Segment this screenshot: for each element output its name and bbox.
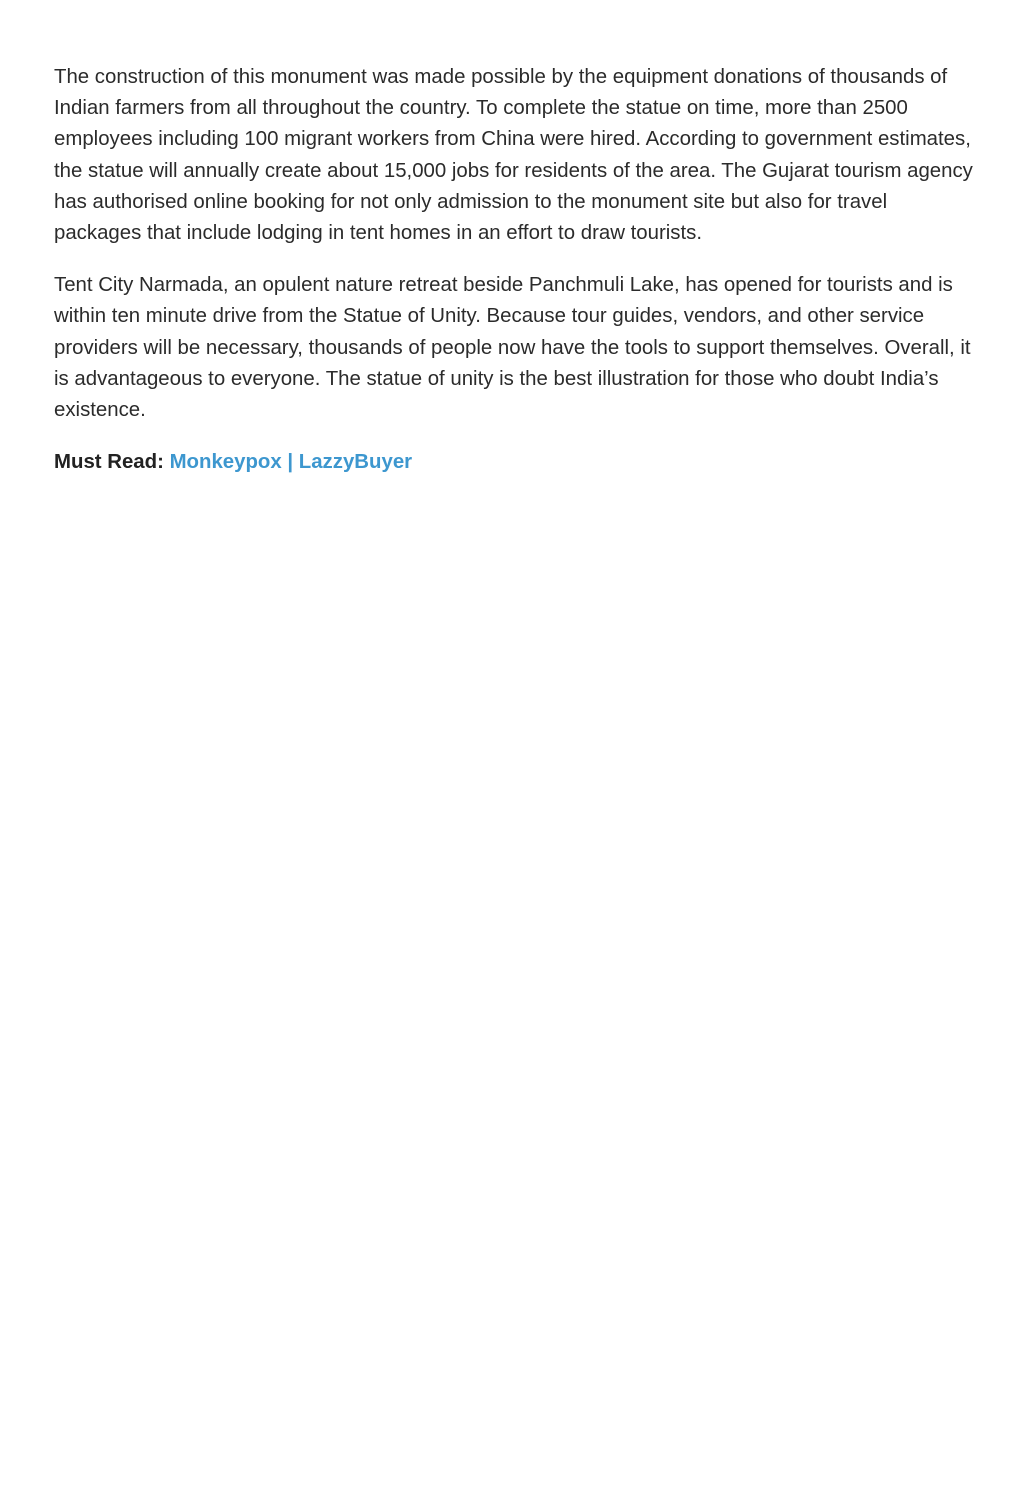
must-read-label: Must Read: (54, 451, 164, 474)
article-paragraph-2: Tent City Narmada, an opulent nature retreat beside Panchmuli Lake, has opened for tourists and is within ten minute drive from the Statue of Unity. Because tour guides, vendors, and other service providers will be necessary, thousands of people now have the tools to support themselves. Overall, it is advantageous to everyone. The statue of unity is the best illustration for those who doubt India’s existence. (54, 274, 971, 422)
article-body (54, 62, 978, 499)
article-paragraph-1: The construction of this monument was made possible by the equipment donations of thousands of Indian farmers from all throughout the country. To complete the statue on time, more than 2500 employees including 100 migrant workers from China were hired. According to government estimates, the statue will annually create about 15,000 jobs for residents of the area. The Gujarat tourism agency has authorised online booking for not only admission to the monument site but also for travel packages that include lodging in tent homes in an effort to draw tourists. (54, 66, 973, 245)
must-read-line (54, 447, 978, 478)
must-read-link[interactable]: Monkeypox | LazzyBuyer (169, 451, 413, 474)
